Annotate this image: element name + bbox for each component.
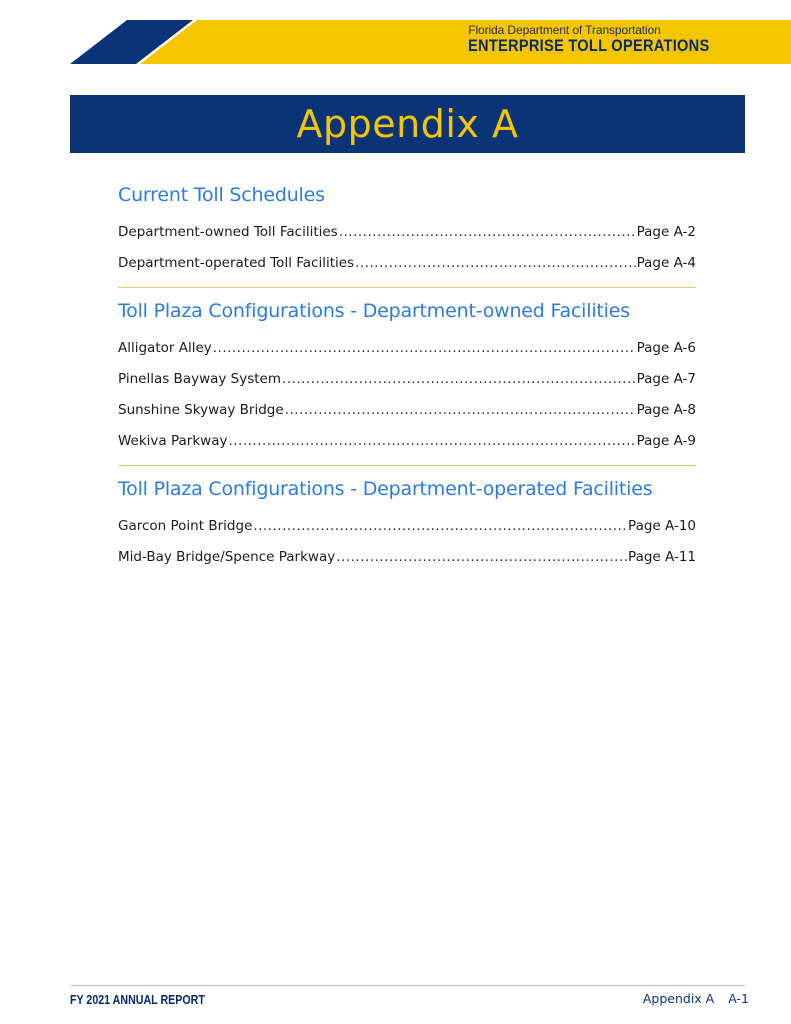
toc-entry-label: Pinellas Bayway System (118, 371, 282, 387)
toc-entries (118, 333, 696, 457)
toc-entry[interactable] (118, 395, 696, 426)
toc-entry[interactable] (118, 426, 696, 457)
toc-entry-page: Page A-4 (636, 255, 696, 271)
toc-entry[interactable] (118, 248, 696, 279)
section-heading: Current Toll Schedules (118, 184, 325, 206)
dot-leader (213, 333, 636, 364)
toc-entry-label: Garcon Point Bridge (118, 518, 253, 534)
section-divider (118, 287, 696, 288)
toc-entry-label: Sunshine Skyway Bridge (118, 402, 284, 418)
toc-entry-page: Page A-10 (628, 518, 696, 534)
page-title: Appendix A (296, 102, 519, 146)
toc-section (118, 182, 696, 279)
toc-entry-label: Mid-Bay Bridge/Spence Parkway (118, 549, 336, 565)
toc-entry-label: Alligator Alley (118, 340, 212, 356)
dot-leader (285, 395, 636, 426)
header-division: ENTERPRISE TOLL OPERATIONS (468, 36, 710, 55)
title-banner (70, 95, 745, 153)
footer-page-info (643, 991, 749, 1006)
toc-entry-label: Department-owned Toll Facilities (118, 224, 338, 240)
dot-leader (355, 248, 636, 279)
toc-section (118, 298, 696, 457)
toc-entry-page: Page A-7 (636, 371, 696, 387)
dot-leader (228, 426, 635, 457)
toc-section (118, 476, 696, 573)
dot-leader (253, 511, 627, 542)
toc-entry-page: Page A-11 (628, 549, 696, 565)
toc-entry[interactable] (118, 333, 696, 364)
section-heading: Toll Plaza Configurations - Department-operated Facilities (118, 478, 653, 500)
toc-entry[interactable] (118, 542, 696, 573)
page-number: A-1 (728, 991, 749, 1006)
dot-leader (339, 217, 636, 248)
toc-entry[interactable] (118, 511, 696, 542)
toc-entries (118, 511, 696, 573)
toc-entries (118, 217, 696, 279)
header-titles (468, 24, 749, 55)
section-divider (118, 465, 696, 466)
dot-leader (336, 542, 627, 573)
toc-entry[interactable] (118, 364, 696, 395)
footer-section: Appendix A (642, 991, 715, 1006)
header-organization: Florida Department of Transportation (468, 23, 661, 37)
toc-entry-label: Wekiva Parkway (118, 433, 228, 449)
section-heading: Toll Plaza Configurations - Department-owned Facilities (118, 300, 630, 322)
toc-entry-page: Page A-9 (636, 433, 696, 449)
footer-report-title: FY 2021 ANNUAL REPORT (70, 992, 205, 1007)
toc-entry-page: Page A-8 (636, 402, 696, 418)
table-of-contents (118, 182, 696, 573)
toc-entry-page: Page A-2 (636, 224, 696, 240)
toc-entry-page: Page A-6 (636, 340, 696, 356)
footer-rule (70, 985, 745, 986)
dot-leader (282, 364, 636, 395)
toc-entry-label: Department-operated Toll Facilities (118, 255, 355, 271)
toc-entry[interactable] (118, 217, 696, 248)
